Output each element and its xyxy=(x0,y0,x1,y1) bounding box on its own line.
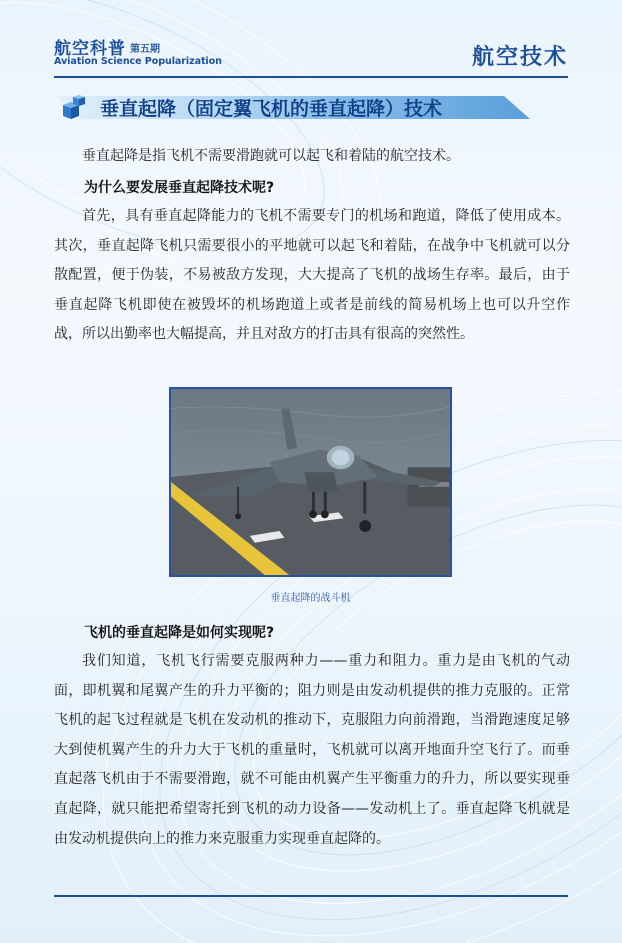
article-title-bar xyxy=(56,91,530,124)
page-header xyxy=(54,34,568,76)
intro-paragraph: 垂直起降是指飞机不需要滑跑就可以起飞和着陆的航空技术。 xyxy=(82,148,460,164)
paragraph-2: 我们知道，飞机飞行需要克服两种力——重力和阻力。重力是由飞机的气动面，即机翼和尾翼产生的升力平衡的；阻力则是由发动机提供的推力克服的。正常飞机的起飞过程就是飞机在发动机的推动下，克服阻力向前滑跑，当滑跑速度足够大到使机翼产生的升力大于飞机的重量时，飞机就可以离开地面升空飞行了。而垂直起落飞机由于不需要滑跑，就不可能由机翼产生平衡重力的升力，所以要实现垂直起降，就只能把希望寄托到飞机的动力设备——发动机上了。垂直起降飞机就是由发动机提供向上的推力来克服重力实现垂直起降的。 xyxy=(54,653,570,847)
cubes-icon xyxy=(60,93,88,121)
question-heading-2: 飞机的垂直起降是如何实现呢? xyxy=(84,625,275,641)
section-name: 航空技术 xyxy=(471,45,568,70)
header-divider xyxy=(54,76,568,78)
article-title: 垂直起降（固定翼飞机的垂直起降）技术 xyxy=(100,98,443,120)
brand-chinese: 航空科普 xyxy=(54,39,126,59)
photo-caption: 垂直起降的战斗机 xyxy=(270,593,351,604)
issue-number: 第五期 xyxy=(130,44,160,55)
footer-divider xyxy=(54,895,568,897)
harrier-jet-photo xyxy=(169,387,452,577)
question-heading-1: 为什么要发展垂直起降技术呢? xyxy=(84,180,275,196)
brand-english: Aviation Science Popularization xyxy=(54,56,222,67)
paragraph-1: 首先，具有垂直起降能力的飞机不需要专门的机场和跑道，降低了使用成本。其次，垂直起降飞机只需要很小的平地就可以起飞和着陆，在战争中飞机就可以分散配置，便于伪装，不易被敌方发现，大大提高了飞机的战场生存率。最后，由于垂直起降飞机即使在被毁坏的机场跑道上或者是前线的简易机场上也可以升空作战，所以出勤率也大幅提高，并且对敌方的打击具有很高的突然性。 xyxy=(54,208,570,343)
